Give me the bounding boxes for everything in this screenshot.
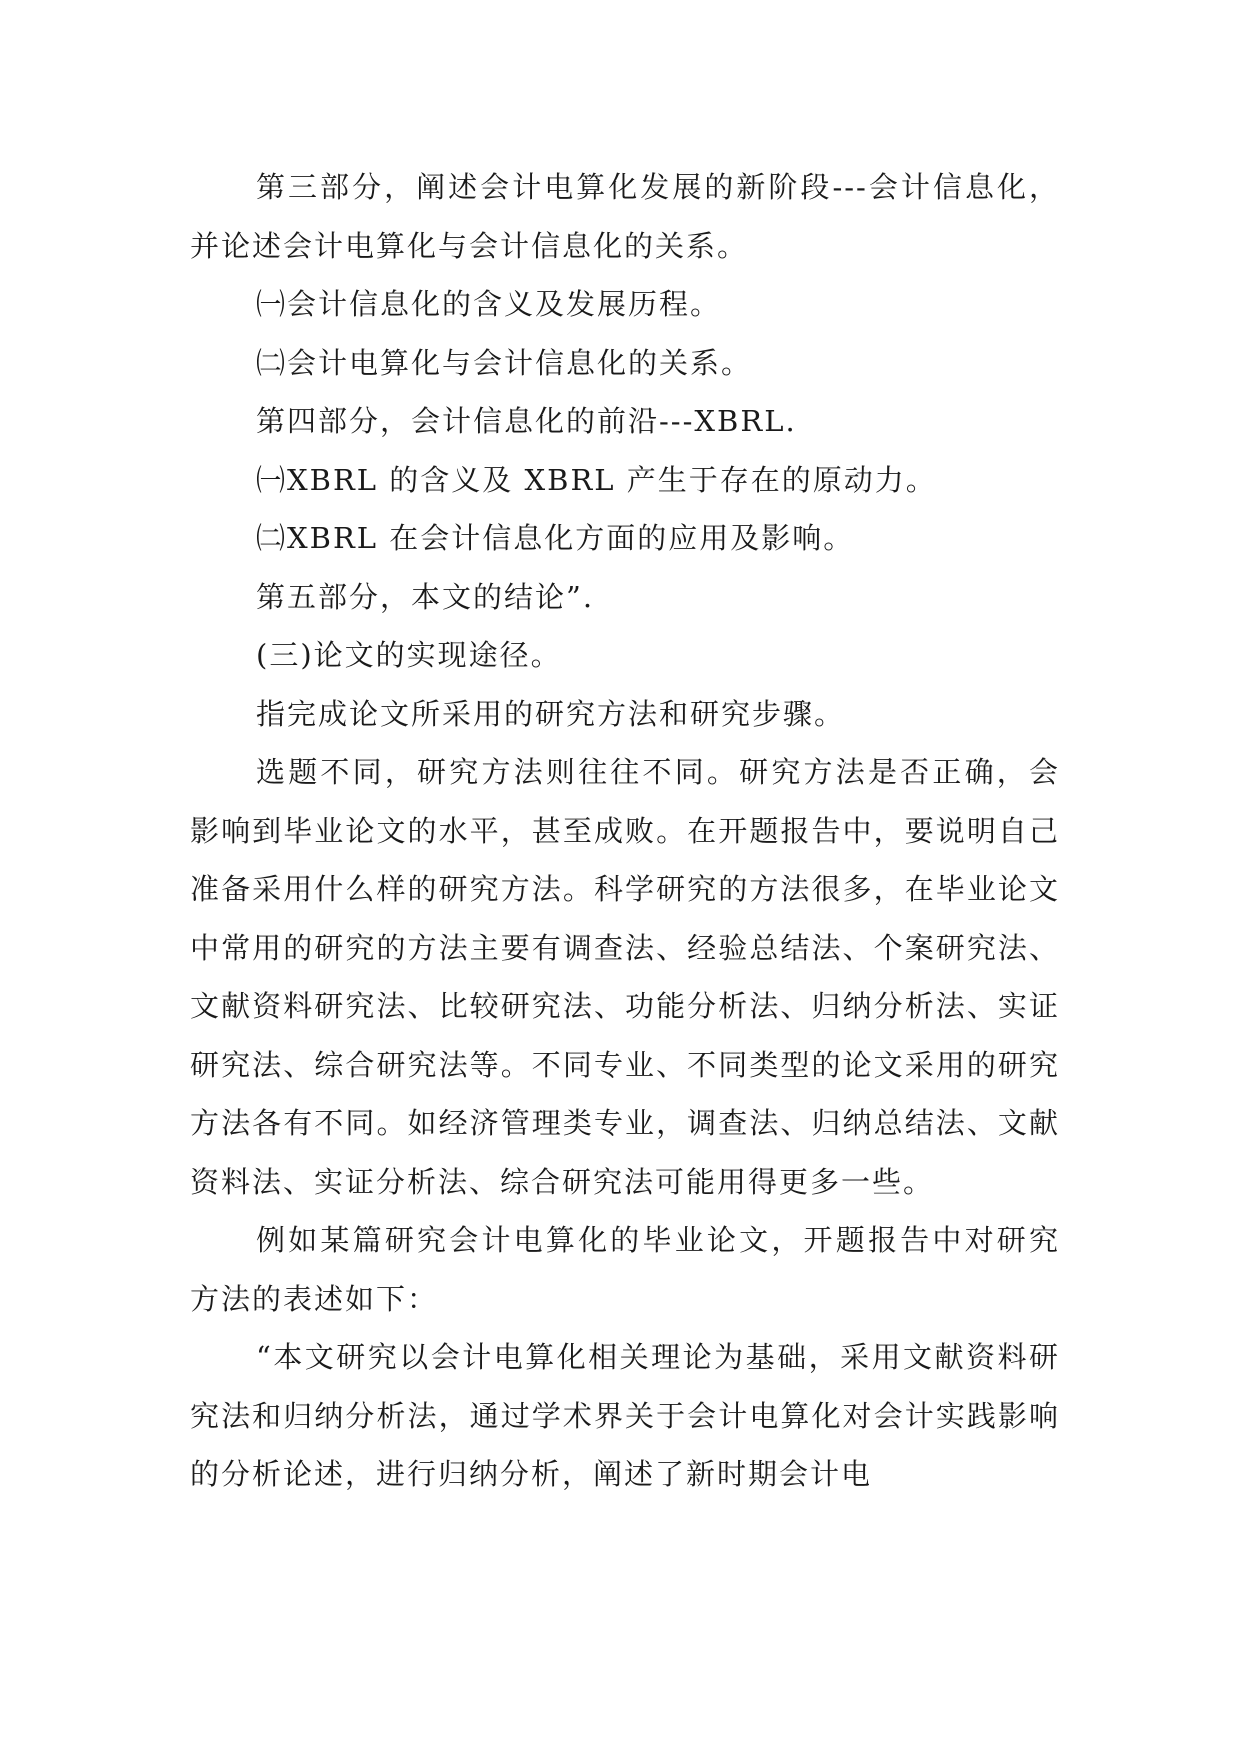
paragraph-part-five: 第五部分，本文的结论”.: [256, 579, 595, 614]
paragraph-example-quote: “本文研究以会计电算化相关理论为基础，采用文献资料研究法和归纳分析法，通过学术界关于会计电算化对会计实践影响的分析论述，进行归纳分析，阐述了新时期会计电: [190, 1340, 1060, 1491]
paragraph-item-two: ㈡会计电算化与会计信息化的关系。: [256, 345, 753, 380]
paragraph-part-three: 第三部分，阐述会计电算化发展的新阶段---会计信息化，并论述会计电算化与会计信息化的关系。: [190, 170, 1060, 263]
document-body: [190, 158, 1060, 1504]
paragraph-xbrl-item-two: ㈡XBRL 在会计信息化方面的应用及影响。: [256, 521, 855, 555]
paragraph-item-one: ㈠会计信息化的含义及发展历程。: [256, 287, 722, 321]
paragraph-part-four: 第四部分，会计信息化的前沿---XBRL.: [256, 404, 797, 438]
paragraph-example-intro: 例如某篇研究会计电算化的毕业论文，开题报告中对研究方法的表述如下：: [190, 1223, 1060, 1316]
paragraph-section-three: (三)论文的实现途径。: [256, 638, 562, 672]
paragraph-xbrl-item-one: ㈠XBRL 的含义及 XBRL 产生于存在的原动力。: [256, 462, 937, 497]
paragraph-methods-overview: 选题不同，研究方法则往往不同。研究方法是否正确，会影响到毕业论文的水平，甚至成败。在开题报告中，要说明自己准备采用什么样的研究方法。科学研究的方法很多，在毕业论文中常用的研究的方法主要有调查法、经验总结法、个案研究法、文献资料研究法、比较研究法、功能分析法、归纳分析法、实证研究法、综合研究法等。不同专业、不同类型的论文采用的研究方法各有不同。如经济管理类专业，调查法、归纳总结法、文献资料法、实证分析法、综合研究法可能用得更多一些。: [190, 755, 1060, 1199]
paragraph-method-definition: 指完成论文所采用的研究方法和研究步骤。: [256, 696, 846, 731]
